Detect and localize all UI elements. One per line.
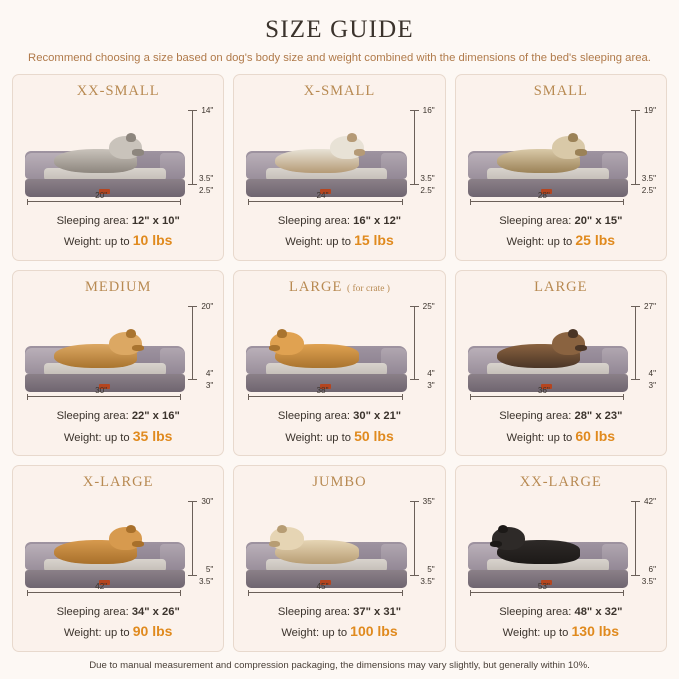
height-dim-tick-bottom — [631, 575, 640, 576]
weight-value: 50 lbs — [354, 427, 394, 444]
size-card — [233, 74, 445, 261]
dog-ear — [126, 133, 136, 142]
weight-value: 35 lbs — [132, 427, 173, 444]
dim-width: 36" — [537, 386, 550, 396]
size-name: X-SMALL — [303, 83, 376, 99]
dog-ear — [277, 329, 287, 338]
weight-uptolabel: up to — [547, 235, 573, 248]
dim-mid: 4" — [205, 369, 214, 379]
dim-width: 38" — [316, 386, 329, 396]
dog-silhouette — [497, 139, 580, 173]
dim-width: 24" — [316, 190, 329, 200]
size-card-specs — [464, 408, 658, 447]
weight-uptolabel: up to — [326, 431, 351, 444]
height-dim-tick-top — [410, 110, 419, 111]
dog-snout — [132, 149, 144, 155]
dim-height: 25" — [422, 301, 435, 311]
size-card-title — [21, 279, 215, 296]
dim-mid: 3.5" — [641, 173, 656, 183]
dim-height: 42" — [643, 497, 656, 507]
size-card-title — [242, 474, 436, 491]
weight-value: 100 lbs — [350, 623, 398, 640]
width-dim-line — [27, 201, 181, 202]
dim-height: 27" — [643, 301, 656, 311]
width-dim-line — [248, 396, 402, 397]
sleeping-area-value: 48" x 32" — [574, 605, 623, 618]
size-card-title — [21, 83, 215, 100]
size-card-specs — [464, 213, 658, 252]
dim-mid: 5" — [205, 564, 214, 574]
dim-mid: 3.5" — [199, 173, 214, 183]
height-dim-line — [414, 306, 415, 381]
size-name: MEDIUM — [84, 278, 152, 295]
size-card-title — [464, 474, 658, 491]
sleeping-area-value: 30" x 21" — [353, 410, 402, 423]
size-card — [233, 270, 445, 457]
width-dim-line — [470, 201, 624, 202]
dim-height: 19" — [643, 106, 656, 115]
footer-disclaimer: Due to manual measurement and compression packaging, the dimensions may vary slightly, but generally within 10%. — [89, 660, 590, 671]
dog-silhouette — [54, 139, 137, 173]
weight-value: 130 lbs — [571, 623, 619, 640]
sleeping-area-value: 16" x 12" — [353, 214, 402, 227]
height-dim-tick-top — [188, 306, 197, 307]
height-dim-tick-top — [410, 501, 419, 502]
weight-label: Weight: — [285, 431, 323, 444]
weight-value: 60 lbs — [575, 427, 616, 444]
weight-label: Weight: — [506, 431, 545, 444]
width-dim-line — [27, 592, 181, 593]
bed-illustration — [21, 493, 215, 602]
height-dim-line — [192, 306, 193, 381]
size-card-title — [464, 83, 658, 100]
height-dim-tick-bottom — [631, 184, 640, 185]
dog-snout — [490, 541, 502, 547]
bed-illustration — [464, 493, 658, 602]
weight-row — [464, 426, 658, 448]
sleeping-area-row — [464, 213, 658, 230]
dim-low: 3.5" — [199, 576, 214, 586]
width-dim-line — [470, 396, 624, 397]
dim-mid: 3.5" — [420, 173, 435, 183]
dog-snout — [575, 149, 587, 155]
size-card-grid — [12, 74, 667, 652]
dog-silhouette — [54, 530, 137, 564]
size-card-specs — [21, 604, 215, 643]
sleeping-area-row — [21, 408, 215, 425]
sleeping-area-label: Sleeping area: — [499, 605, 572, 618]
weight-label: Weight: — [63, 431, 102, 444]
dog-ear — [568, 133, 578, 142]
dog-snout — [269, 345, 281, 351]
size-name: LARGE — [534, 278, 588, 295]
size-card-title — [464, 279, 658, 296]
sleeping-area-value: 20" x 15" — [574, 214, 623, 227]
dog-snout — [132, 345, 144, 351]
dim-mid: 4" — [648, 369, 656, 379]
height-dim-line — [414, 110, 415, 185]
dog-ear — [277, 525, 287, 534]
sleeping-area-row — [464, 408, 658, 425]
dog-snout — [269, 541, 281, 547]
dim-low: 3.5" — [641, 576, 656, 586]
sleeping-area-label: Sleeping area: — [56, 410, 129, 423]
height-dim-line — [635, 306, 636, 381]
page-title: SIZE GUIDE — [265, 16, 414, 43]
height-dim-tick-top — [631, 501, 640, 502]
height-dim-tick-bottom — [410, 379, 419, 380]
dim-height: 35" — [422, 497, 435, 507]
size-card-specs — [242, 213, 436, 252]
sleeping-area-value: 22" x 16" — [131, 410, 180, 423]
size-card — [455, 270, 667, 457]
sleeping-area-row — [242, 213, 436, 230]
sleeping-area-row — [464, 604, 658, 621]
size-name: SMALL — [533, 83, 588, 99]
weight-row — [464, 621, 658, 643]
dim-low: 2.5" — [199, 185, 214, 195]
dim-low: 3" — [427, 381, 435, 391]
dim-mid: 6" — [648, 564, 656, 574]
dim-width: 45" — [316, 581, 329, 591]
bed-illustration — [242, 298, 436, 407]
height-dim-line — [192, 110, 193, 185]
dog-silhouette — [497, 334, 580, 368]
size-card — [12, 465, 224, 652]
size-card-specs — [464, 604, 658, 643]
dim-low: 3.5" — [420, 576, 435, 586]
dog-snout — [354, 149, 366, 155]
sleeping-area-label: Sleeping area: — [56, 605, 129, 618]
dim-low: 3" — [205, 381, 214, 391]
weight-row — [242, 621, 436, 643]
height-dim-tick-top — [631, 306, 640, 307]
weight-row — [21, 230, 215, 252]
height-dim-tick-top — [410, 306, 419, 307]
size-name: X-LARGE — [82, 474, 154, 491]
dim-width: 20" — [95, 190, 108, 200]
page-subtitle: Recommend choosing a size based on dog's body size and weight combined with the dimensions of the bed's sleeping area. — [28, 52, 651, 64]
dog-ear — [126, 525, 136, 534]
dim-low: 2.5" — [420, 185, 435, 195]
size-card — [12, 74, 224, 261]
height-dim-tick-bottom — [188, 379, 197, 380]
weight-row — [464, 230, 658, 252]
height-dim-tick-bottom — [410, 184, 419, 185]
dog-silhouette — [54, 334, 137, 368]
dog-snout — [575, 345, 587, 351]
height-dim-tick-bottom — [631, 379, 640, 380]
height-dim-line — [192, 501, 193, 576]
weight-label: Weight: — [63, 235, 102, 248]
size-card-specs — [21, 408, 215, 447]
weight-row — [21, 426, 215, 448]
sleeping-area-value: 34" x 26" — [131, 605, 180, 618]
sleeping-area-label: Sleeping area: — [277, 605, 351, 618]
sleeping-area-label: Sleeping area: — [499, 214, 572, 227]
sleeping-area-row — [21, 604, 215, 621]
weight-label: Weight: — [285, 235, 323, 248]
sleeping-area-row — [242, 604, 436, 621]
sleeping-area-label: Sleeping area: — [499, 410, 572, 423]
sleeping-area-value: 12" x 10" — [131, 214, 180, 227]
height-dim-tick-bottom — [410, 575, 419, 576]
weight-uptolabel: up to — [543, 627, 569, 640]
dim-low: 3" — [648, 381, 656, 391]
weight-value: 10 lbs — [132, 231, 173, 248]
dog-ear — [347, 133, 357, 142]
size-card-specs — [242, 604, 436, 643]
height-dim-tick-top — [631, 110, 640, 111]
size-name: XX-LARGE — [519, 474, 602, 491]
dim-width: 30" — [95, 386, 108, 396]
dim-height: 30" — [201, 497, 214, 507]
weight-label: Weight: — [63, 627, 102, 640]
weight-uptolabel: up to — [322, 627, 348, 640]
weight-uptolabel: up to — [104, 235, 130, 248]
weight-row — [242, 230, 436, 252]
width-dim-line — [248, 592, 402, 593]
dog-ear — [498, 525, 508, 534]
bed-illustration — [464, 298, 658, 407]
height-dim-line — [635, 501, 636, 576]
height-dim-tick-bottom — [188, 184, 197, 185]
weight-uptolabel: up to — [104, 431, 130, 444]
dog-silhouette — [275, 334, 358, 368]
bed-illustration — [21, 298, 215, 407]
sleeping-area-label: Sleeping area: — [277, 410, 351, 423]
weight-label: Weight: — [506, 235, 545, 248]
weight-uptolabel: up to — [547, 431, 573, 444]
bed-illustration — [21, 102, 215, 211]
size-card — [12, 270, 224, 457]
dim-mid: 4" — [427, 369, 435, 379]
dog-silhouette — [497, 530, 580, 564]
size-card-title — [242, 279, 436, 296]
weight-label: Weight: — [281, 627, 320, 640]
dog-silhouette — [275, 530, 358, 564]
dim-mid: 5" — [427, 564, 435, 574]
size-note: ( for crate ) — [346, 283, 390, 294]
weight-value: 90 lbs — [132, 623, 173, 640]
weight-uptolabel: up to — [326, 235, 351, 248]
size-card — [233, 465, 445, 652]
bed-illustration — [464, 102, 658, 211]
height-dim-line — [414, 501, 415, 576]
size-card — [455, 74, 667, 261]
dog-silhouette — [275, 139, 358, 173]
dim-low: 2.5" — [641, 185, 656, 195]
dog-head — [270, 332, 303, 355]
sleeping-area-row — [242, 408, 436, 425]
size-name: JUMBO — [312, 474, 367, 491]
dim-height: 14" — [201, 106, 214, 115]
sleeping-area-label: Sleeping area: — [56, 214, 129, 227]
height-dim-tick-top — [188, 110, 197, 111]
dim-width: 28" — [537, 190, 550, 200]
bed-illustration — [242, 102, 436, 211]
size-name: LARGE — [289, 278, 343, 295]
size-card-specs — [242, 408, 436, 447]
size-card-specs — [21, 213, 215, 252]
weight-row — [21, 621, 215, 643]
bed-illustration — [242, 493, 436, 602]
size-card-title — [21, 474, 215, 491]
width-dim-line — [470, 592, 624, 593]
sleeping-area-value: 28" x 23" — [574, 410, 623, 423]
weight-value: 25 lbs — [575, 231, 616, 248]
dim-height: 20" — [201, 301, 214, 311]
dim-width: 42" — [95, 581, 108, 591]
height-dim-line — [635, 110, 636, 185]
dog-ear — [126, 329, 136, 338]
width-dim-line — [27, 396, 181, 397]
sleeping-area-row — [21, 213, 215, 230]
dog-snout — [132, 541, 144, 547]
dim-height: 16" — [422, 106, 435, 115]
sleeping-area-label: Sleeping area: — [277, 214, 351, 227]
dog-ear — [568, 329, 578, 338]
height-dim-tick-top — [188, 501, 197, 502]
weight-label: Weight: — [502, 627, 541, 640]
weight-uptolabel: up to — [104, 627, 130, 640]
size-card — [455, 465, 667, 652]
height-dim-tick-bottom — [188, 575, 197, 576]
weight-value: 15 lbs — [354, 231, 394, 248]
dim-width: 53" — [537, 581, 550, 591]
weight-row — [242, 426, 436, 448]
sleeping-area-value: 37" x 31" — [353, 605, 402, 618]
width-dim-line — [248, 201, 402, 202]
size-card-title — [242, 83, 436, 100]
size-name: XX-SMALL — [76, 83, 160, 99]
